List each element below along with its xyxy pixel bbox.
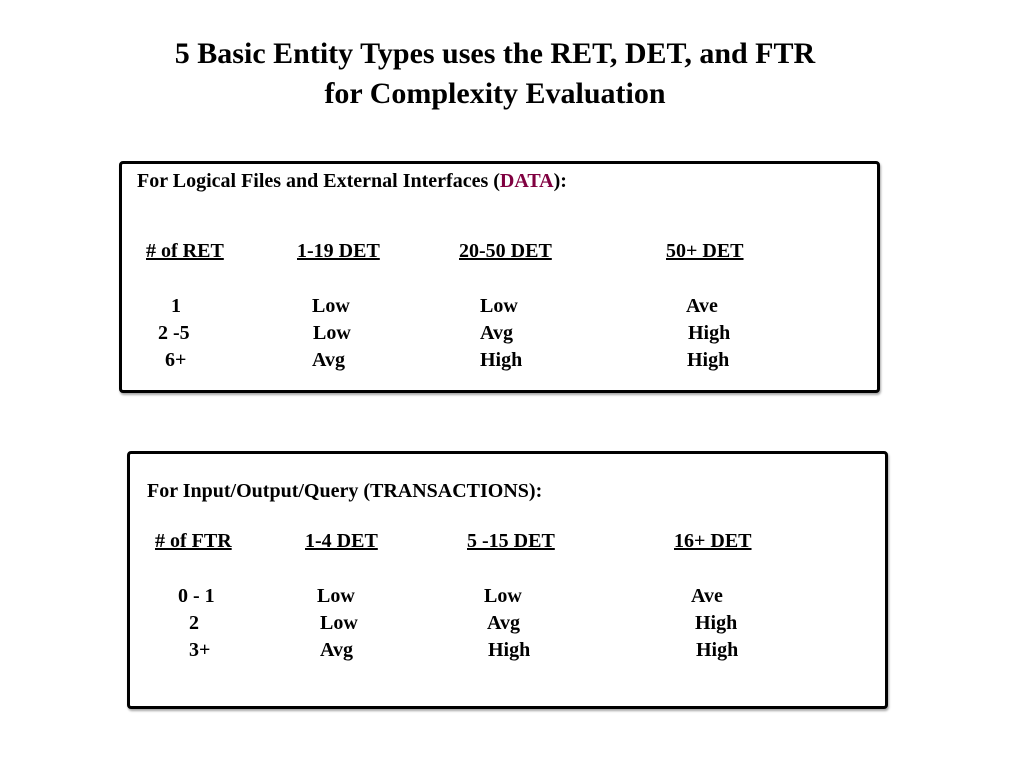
data-col-header: # of RET [146,240,224,262]
data-cell: Avg [312,349,345,371]
data-cell: Avg [480,322,513,344]
data-col-header: 1-19 DET [297,240,380,262]
data-section-heading [137,169,567,193]
transaction-cell: 2 [189,612,199,634]
data-complexity-panel [119,161,880,393]
transaction-cell: Avg [320,639,353,661]
transaction-col-header: # of FTR [155,530,232,552]
data-cell: 6+ [165,349,187,371]
transaction-cell: Low [320,612,358,634]
data-cell: High [687,349,730,371]
data-cell: Low [313,322,351,344]
transaction-cell: 0 - 1 [178,585,215,607]
transaction-col-header: 5 -15 DET [467,530,555,552]
transaction-cell: High [488,639,531,661]
transaction-cell: Avg [487,612,520,634]
data-heading-keyword: DATA [499,170,554,192]
transaction-col-header: 16+ DET [674,530,752,552]
transaction-complexity-panel [127,451,888,709]
data-cell: 2 -5 [158,322,190,344]
transaction-cell: High [696,639,739,661]
slide-title-line-2: for Complexity Evaluation [324,77,666,110]
data-cell: Low [312,295,350,317]
data-cell: Low [480,295,518,317]
data-heading-suffix: ): [553,170,567,192]
transaction-cell: High [695,612,738,634]
slide-title-line-1: 5 Basic Entity Types uses the RET, DET, and FTR [174,37,816,70]
data-col-header: 20-50 DET [459,240,552,262]
transaction-col-header: 1-4 DET [305,530,378,552]
data-cell: High [688,322,731,344]
data-heading-prefix: For Logical Files and External Interfaces ( [137,170,500,192]
data-cell: High [480,349,523,371]
data-cell: 1 [171,295,181,317]
transaction-cell: 3+ [189,639,211,661]
transaction-cell: Low [484,585,522,607]
slide-title [0,34,990,114]
transaction-cell: Low [317,585,355,607]
transaction-section-heading: For Input/Output/Query (TRANSACTIONS): [147,480,543,502]
transaction-cell: Ave [691,585,723,607]
data-cell: Ave [686,295,718,317]
data-col-header: 50+ DET [666,240,744,262]
